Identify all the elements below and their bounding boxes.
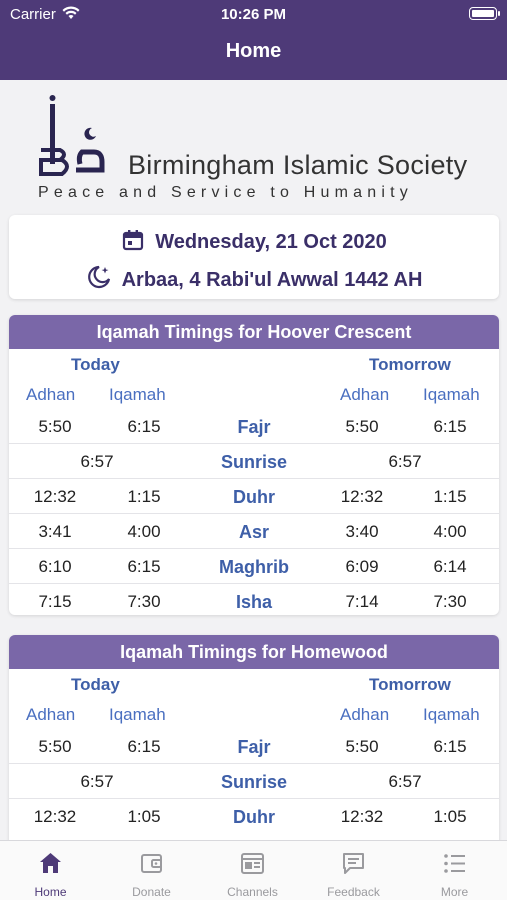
today-time: 6:57	[80, 452, 114, 471]
tab-more[interactable]	[404, 841, 505, 900]
date-card	[9, 215, 499, 299]
tomorrow-adhan: 12:32	[340, 487, 384, 506]
tomorrow-iqamah: 1:15	[433, 487, 467, 506]
tomorrow-iqamah: 6:14	[433, 557, 467, 576]
prayer-row-sunrise	[9, 764, 499, 799]
today-adhan: 6:10	[38, 557, 72, 576]
status-bar	[0, 0, 507, 30]
prayer-name: Asr	[238, 522, 269, 542]
prayer-list	[9, 409, 499, 615]
prayer-name: Isha	[235, 592, 273, 612]
org-name: Birmingham Islamic Society	[128, 150, 468, 180]
today-iqamah: 1:05	[127, 807, 161, 826]
today-adhan: 5:50	[38, 417, 72, 436]
today-label: Today	[71, 675, 120, 694]
hijri-date-row	[9, 264, 499, 292]
prayer-name: Duhr	[233, 807, 275, 827]
gregorian-date: Wednesday, 21 Oct 2020	[155, 231, 387, 253]
gregorian-date-row	[9, 228, 499, 254]
status-time: 10:26 PM	[220, 6, 287, 23]
tab-donate[interactable]	[101, 841, 202, 900]
tomorrow-iqamah: 7:30	[433, 592, 467, 611]
wallet-icon	[139, 851, 164, 876]
tomorrow-time: 6:57	[388, 452, 422, 471]
list-icon	[442, 851, 467, 876]
today-adhan: 5:50	[38, 737, 72, 756]
prayer-row-fajr	[9, 409, 499, 444]
home-icon	[38, 851, 63, 876]
tab-label: More	[440, 885, 469, 899]
today-label: Today	[71, 355, 120, 374]
today-adhan-label: Adhan	[26, 385, 76, 404]
tomorrow-adhan: 7:14	[345, 592, 379, 611]
tab-feedback[interactable]	[303, 841, 404, 900]
prayer-row-asr	[9, 514, 499, 549]
today-adhan: 7:15	[38, 592, 72, 611]
prayer-name: Fajr	[237, 737, 271, 757]
today-adhan: 12:32	[33, 807, 77, 826]
today-iqamah: 7:30	[127, 592, 161, 611]
org-tagline: Peace and Service to Humanity	[38, 184, 413, 201]
card-title: Iqamah Timings for Hoover Crescent	[9, 315, 499, 349]
today-iqamah: 6:15	[127, 737, 161, 756]
tomorrow-adhan: 5:50	[345, 737, 379, 756]
tomorrow-time: 6:57	[388, 772, 422, 791]
feedback-icon	[341, 851, 366, 876]
channels-icon	[240, 851, 265, 876]
today-adhan: 3:41	[38, 522, 72, 541]
prayer-name: Sunrise	[220, 452, 288, 472]
today-iqamah: 1:15	[127, 487, 161, 506]
tomorrow-iqamah-label: Iqamah	[423, 385, 480, 404]
tomorrow-label: Tomorrow	[369, 355, 451, 374]
crescent-moon-icon	[86, 264, 112, 290]
tab-label: Donate	[132, 885, 171, 899]
prayer-row-fajr	[9, 729, 499, 764]
tomorrow-adhan: 6:09	[345, 557, 379, 576]
card-title: Iqamah Timings for Homewood	[9, 635, 499, 669]
battery-icon	[469, 7, 497, 20]
app-header	[0, 0, 507, 80]
hijri-date: Arbaa, 4 Rabi'ul Awwal 1442 AH	[121, 269, 423, 291]
tab-home[interactable]	[0, 841, 101, 900]
column-header-row	[9, 379, 499, 409]
tomorrow-adhan-label: Adhan	[340, 385, 390, 404]
tomorrow-iqamah-label: Iqamah	[423, 705, 480, 724]
tab-channels[interactable]	[202, 841, 303, 900]
carrier-label: Carrier	[10, 6, 56, 23]
today-time: 6:57	[80, 772, 114, 791]
prayer-name: Fajr	[237, 417, 271, 437]
tab-label: Feedback	[327, 885, 380, 899]
today-iqamah-label: Iqamah	[109, 385, 166, 404]
bis-logo-icon	[36, 92, 116, 192]
today-adhan: 12:32	[33, 487, 77, 506]
tomorrow-adhan: 5:50	[345, 417, 379, 436]
today-adhan-label: Adhan	[26, 705, 76, 724]
tab-bar	[0, 840, 507, 900]
column-header-row	[9, 699, 499, 729]
tomorrow-adhan: 12:32	[340, 807, 384, 826]
tomorrow-iqamah: 6:15	[433, 417, 467, 436]
prayer-row-sunrise	[9, 444, 499, 479]
tomorrow-iqamah: 6:15	[433, 737, 467, 756]
prayer-name: Duhr	[233, 487, 275, 507]
prayer-name: Maghrib	[219, 557, 289, 577]
timings-card-hoover-crescent	[9, 315, 499, 615]
page-title: Home	[225, 40, 282, 62]
today-iqamah-label: Iqamah	[109, 705, 166, 724]
prayer-row-duhr	[9, 799, 499, 834]
today-iqamah: 4:00	[127, 522, 161, 541]
tomorrow-adhan-label: Adhan	[340, 705, 390, 724]
tab-label: Channels	[227, 885, 278, 899]
tomorrow-iqamah: 1:05	[433, 807, 467, 826]
calendar-icon	[121, 228, 145, 252]
timings-card-homewood	[9, 635, 499, 840]
tab-label: Home	[34, 885, 67, 899]
prayer-list	[9, 729, 499, 834]
prayer-row-maghrib	[9, 549, 499, 584]
tomorrow-label: Tomorrow	[369, 675, 451, 694]
prayer-name: Sunrise	[220, 772, 288, 792]
org-logo-area	[0, 80, 507, 210]
today-iqamah: 6:15	[127, 417, 161, 436]
tomorrow-adhan: 3:40	[345, 522, 379, 541]
today-iqamah: 6:15	[127, 557, 161, 576]
prayer-row-isha	[9, 584, 499, 615]
home-content[interactable]	[0, 80, 507, 840]
day-header-row	[9, 349, 499, 379]
tomorrow-iqamah: 4:00	[433, 522, 467, 541]
day-header-row	[9, 669, 499, 699]
prayer-row-duhr	[9, 479, 499, 514]
